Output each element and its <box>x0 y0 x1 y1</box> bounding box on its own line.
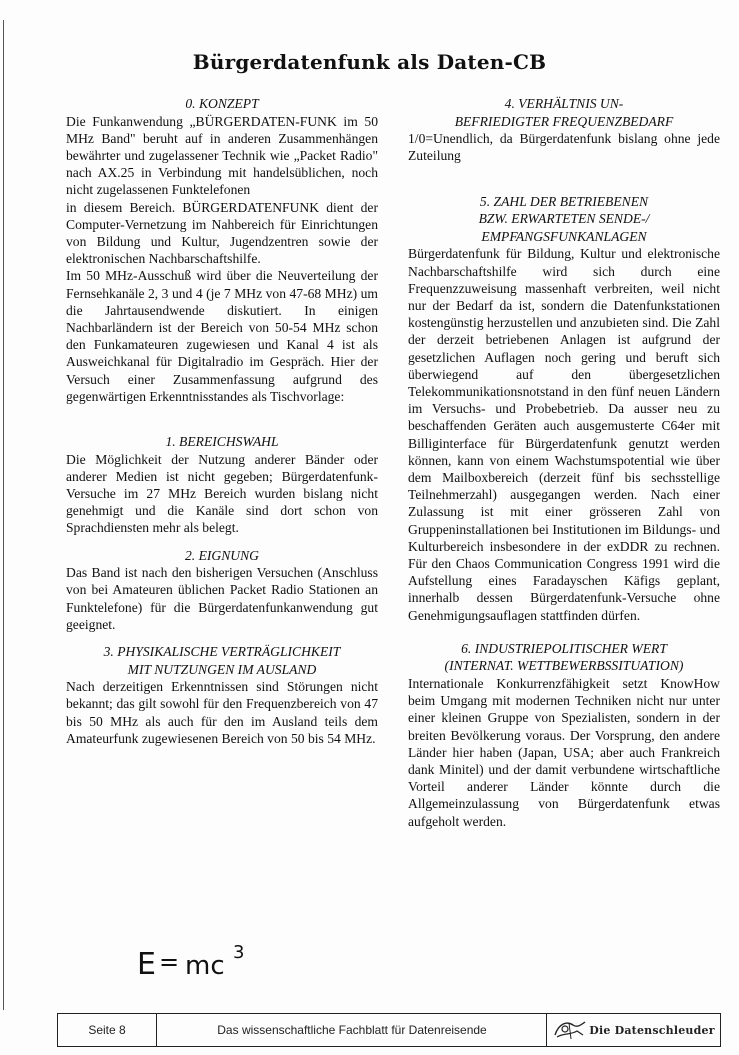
section-heading: EMPFANGSFUNKANLAGEN <box>481 228 647 244</box>
paragraph: Im 50 MHz-Ausschuß wird über die Neuverteilung der Fernsehkanäle 2, 3 und 4 (je 7 MHz von 47-68 MHz) um die Jahrtausendwende diskutiert. In einigen Nachbarländern ist der Bereich von 50-54 MHz schon den Funkamateuren zugewiesen und Kanal 4 ist als Ausweichkanal für Digitalradio im Gespräch. Hier der Versuch einer Zusammenfassung aufgrund des gegenwärtigen Erkenntnisstandes als Tischvorlage: <box>66 268 378 404</box>
section-vertraeglichkeit <box>66 643 378 747</box>
page-footer <box>57 1013 721 1047</box>
right-column <box>408 95 720 830</box>
left-column <box>66 95 378 747</box>
datenschleuder-logo-icon <box>553 1019 587 1041</box>
masthead <box>548 1014 720 1046</box>
page-edge-line <box>3 20 4 1010</box>
section-heading: (INTERNAT. WETTBEWERBSSITUATION) <box>444 658 684 674</box>
section-heading: 5. ZAHL DER BETRIEBENEN <box>479 193 649 209</box>
section-frequenzbedarf <box>408 95 720 165</box>
article-title: Bürgerdatenfunk als Daten-CB <box>192 50 547 74</box>
paragraph: Nach derzeitigen Erkenntnissen sind Störungen nicht bekannt; das gilt sowohl für den Frequenzbereich von 47 bis 50 MHz als auch für den im Ausland teils dem Amateurfunk zugewiesenen Bereich von 50 bis 54 MHz. <box>66 679 378 746</box>
section-heading: 3. PHYSIKALISCHE VERTRÄGLICHKEIT <box>103 644 341 660</box>
section-funkanlagen <box>408 193 720 624</box>
section-eignung <box>66 547 378 633</box>
section-heading: 4. VERHÄLTNIS UN- <box>504 96 624 111</box>
section-heading: 1. BEREICHSWAHL <box>165 434 279 450</box>
formula-lhs: E <box>137 947 156 980</box>
section-heading: 0. KONZEPT <box>185 96 259 111</box>
section-konzept <box>66 95 378 405</box>
formula-exponent: 3 <box>233 942 245 963</box>
paragraph: Bürgerdatenfunk für Bildung, Kultur und elektronische Nachbarschaftshilfe wird sich durch eine Frequenzzuweisung massenhaft verbreiten, weil nicht nur der Bedarf da ist, sondern die Datenfunkstationen kostengünstig herzustellen und anzubieten sind. Die Zahl der derzeit betriebenen Anlagen ist aufgrund der gesetzlichen Auflagen noch gering und beruft sich überwiegend auf den übergesetzlichen Telekommunikationsnotstand in den fünf neuen Ländern im Versuchs- und Probebetrieb. Da ausser neu zu beschaffenden Geräten auch ausgemusterte C64er mit Billiginterface für Bürgerdatenfunk genutzt werden können, kann von einem Wachstumspotential wie über dem Mailboxbereich (derzeit fünf bis sechsstellige Teilnehmerzahl) ausgegangen werden. Nach einer Zulassung ist mit einer grösseren Zahl von Gruppeninstallationen bei Institutionen im Bildungs- und Kulturbereich insbesondere in der exDDR zu rechnen. Für den Chaos Communication Congress 1991 wird die Aufstellung eines Faradayschen Käfigs geplant, innerhalb dessen Bürgerdatenfunk-Versuche ohne Genehmigungsauflagen stattfinden dürfen. <box>408 246 720 623</box>
section-heading: BEFRIEDIGTER FREQUENZBEDARF <box>454 113 674 129</box>
paragraph: Das Band ist nach den bisherigen Versuchen (Anschluss von bei Amateuren üblichen Packet Radio Stationen an Funktelefone) für die Bürgerdatenfunkanwendung gut geeignet. <box>66 565 378 632</box>
section-industriepolitik <box>408 640 720 830</box>
formula-equals: = <box>159 948 180 976</box>
section-heading: BZW. ERWARTETEN SENDE-/ <box>478 211 650 227</box>
paragraph: Die Funkanwendung „BÜRGERDATEN-FUNK im 50 MHz Band" beruht auf in anderen Zusammenhängen bewährter und zugelassener Technik wie „Packet Radio" nach AX.25 in Verbindung mit handelsüblichen, noch nicht zugelassenen Funktelefonen <box>66 113 378 198</box>
paragraph: Internationale Konkurrenzfähigkeit setzt KnowHow beim Umgang mit modernen Techniken nicht nur unter einer kleinen Gruppe von Spezialisten, sondern in der breiten Bevölkerung voraus. Der Vorsprung, den andere Länder hier haben (Japan, USA; aber auch Frankreich dank Minitel) und der damit verbundene wirtschaftliche Vorteil anderer Länder könnte durch die Allgemeinzulassung von Bürgerdatenfunk etwas aufgeholt werden. <box>408 676 720 829</box>
page-number: Seite 8 <box>58 1014 157 1046</box>
handwritten-formula <box>133 940 273 980</box>
section-heading: 2. EIGNUNG <box>184 547 259 563</box>
masthead-title: Die Datenschleuder <box>589 1023 715 1037</box>
section-heading: 6. INDUSTRIEPOLITISCHER WERT <box>461 640 667 656</box>
formula-base: mc <box>185 951 225 980</box>
paragraph: 1/0=Unendlich, da Bürgerdatenfunk bislang ohne jede Zuteilung <box>408 131 720 164</box>
paragraph: Die Möglichkeit der Nutzung anderer Bänder oder anderer Medien ist nicht gegeben; Bürgerdatenfunk-Versuche im 27 MHz Bereich wurden bislang nicht genehmigt und die Kanäle sind dort schon von Sprachdiensten mehr als belegt. <box>66 451 378 536</box>
footer-tagline: Das wissenschaftliche Fachblatt für Datenreisende <box>158 1014 547 1046</box>
section-bereichswahl <box>66 433 378 537</box>
paragraph: in diesem Bereich. BÜRGERDATENFUNK dient der Computer-Vernetzung im Nahbereich für Einrichtungen von Bildung und Kultur, Jugendzentren sowie der elektronischen Nachbarschaftshilfe. <box>66 199 378 267</box>
section-heading: MIT NUTZUNGEN IM AUSLAND <box>127 661 317 677</box>
